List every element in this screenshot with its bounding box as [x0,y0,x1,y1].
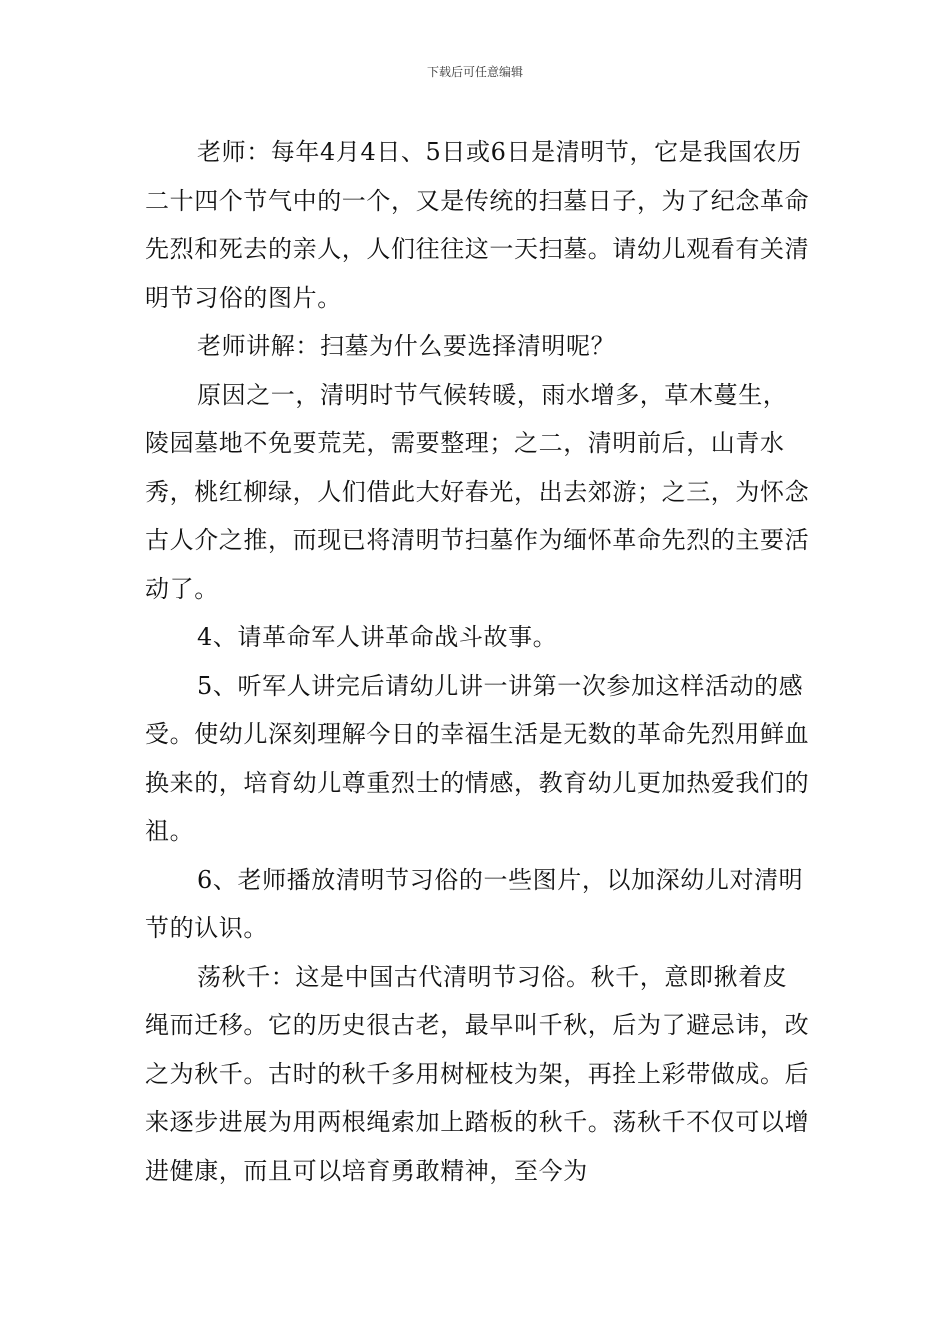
paragraph-step-4: 4、请革命军人讲革命战斗故事。 [197,623,558,651]
paragraph-step-5: 5、听军人讲完后请幼儿讲一讲第一次参加这样活动的感受。使幼儿深刻理解今日的幸福生活是无数的革命先烈用鲜血换来的，培育幼儿尊重烈士的情感，教育幼儿更加热爱我们的祖。 [145,671,810,845]
paragraph-teacher-question: 老师讲解：扫墓为什么要选择清明呢？ [197,332,616,360]
paragraph-teacher-intro: 老师：每年4月4日、5日或6日是清明节，它是我国农历二十四个节气中的一个，又是传统的扫墓日子，为了纪念革命先烈和死去的亲人，人们往往这一天扫墓。请幼儿观看有关清明节习俗的图片。 [145,138,810,312]
page-header: 下载后可任意编辑 [426,65,523,79]
paragraph-swing: 荡秋千：这是中国古代清明节习俗。秋千，意即揪着皮绳而迁移。它的历史很古老，最早叫千秋，后为了避忌讳，改之为秋千。古时的秋千多用树桠枝为架，再拴上彩带做成。后来逐步进展为用两根绳索加上踏板的秋千。荡秋千不仅可以增进健康，而且可以培育勇敢精神，至今为 [145,962,810,1185]
document-body [145,128,810,1195]
paragraph-step-6: 6、老师播放清明节习俗的一些图片，以加深幼儿对清明节的认识。 [145,865,804,942]
paragraph-reasons: 原因之一，清明时节气候转暖，雨水增多，草木蔓生，陵园墓地不免要荒芜，需要整理；之二，清明前后，山青水秀，桃红柳绿，人们借此大好春光，出去郊游；之三，为怀念古人介之推，而现已将清明节扫墓作为缅怀革命先烈的主要活动了。 [145,380,810,603]
